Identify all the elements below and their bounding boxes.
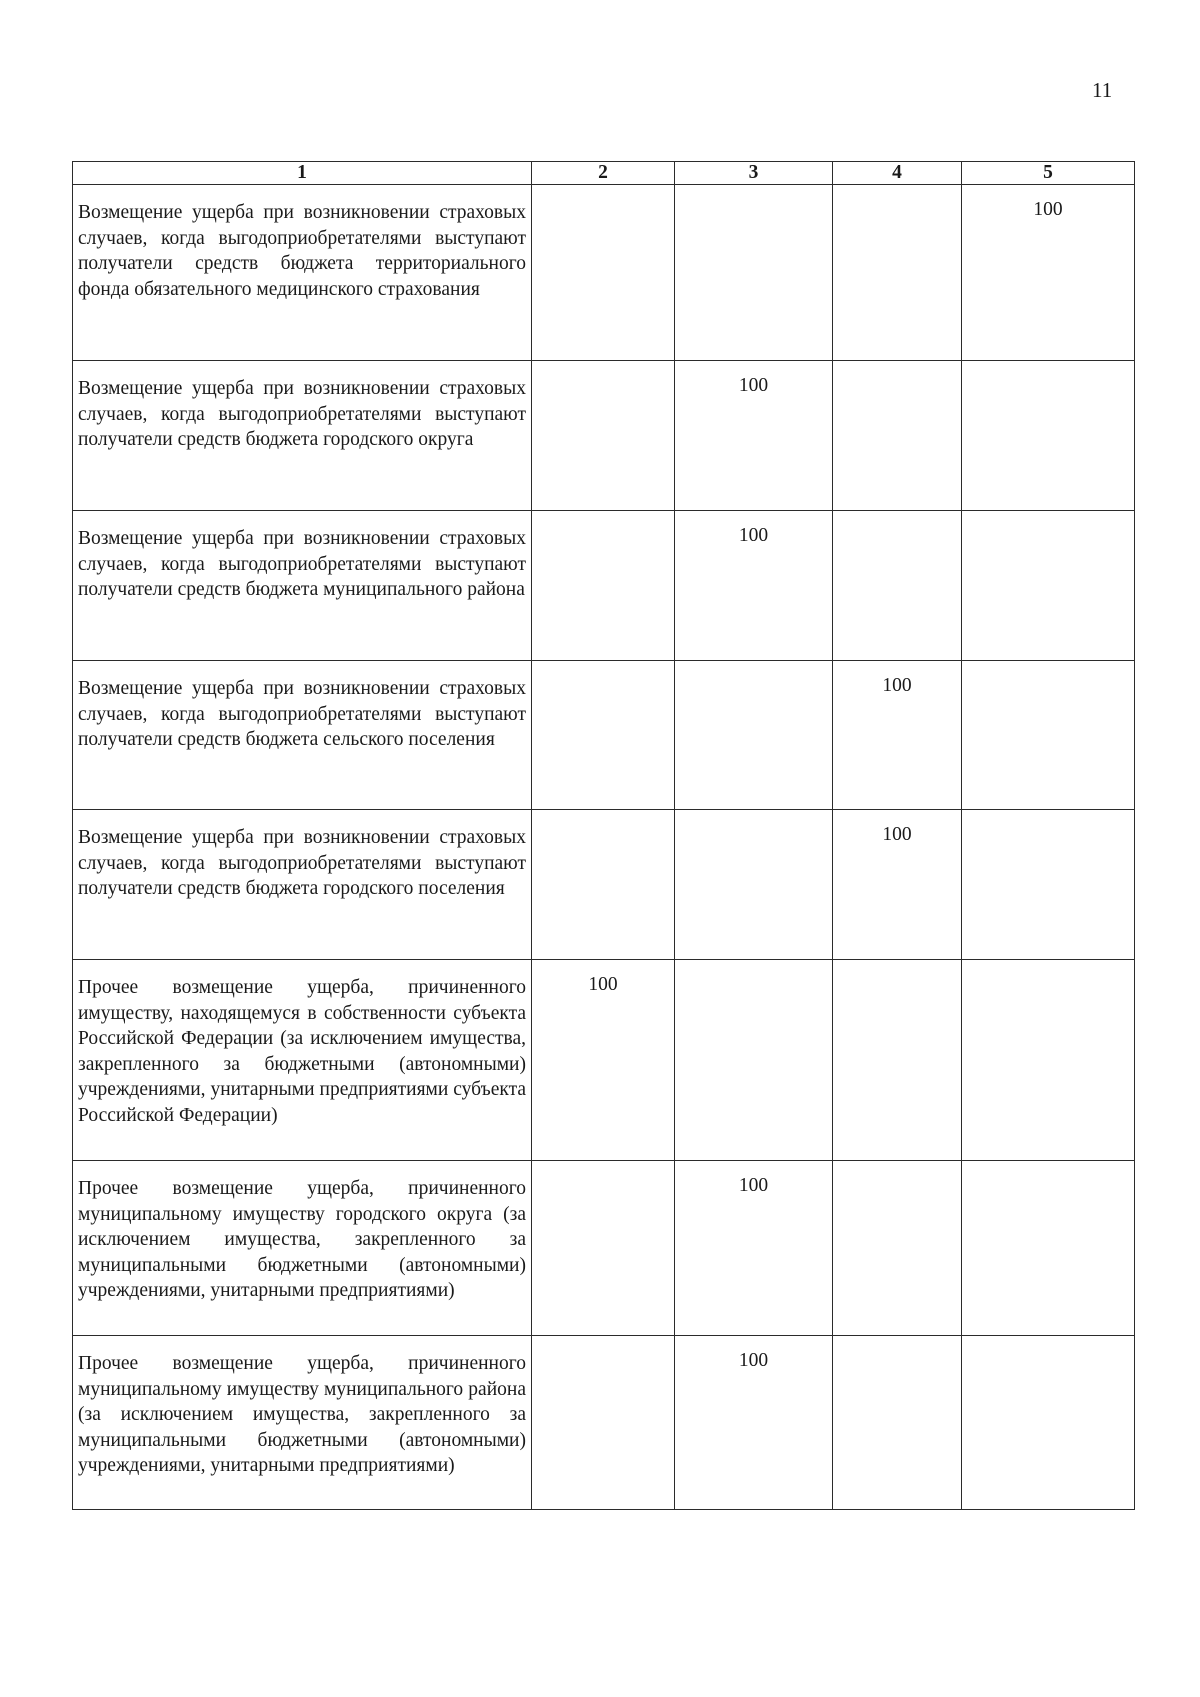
cell-col-2 bbox=[532, 361, 675, 511]
cell-col-3: 100 bbox=[675, 1336, 833, 1510]
row-description: Возмещение ущерба при возникновении страховых случаев, когда выгодоприобретателями выступают получатели средств бюджета сельского поселения bbox=[73, 661, 532, 810]
cell-col-3 bbox=[675, 661, 833, 810]
cell-col-5 bbox=[962, 1336, 1135, 1510]
cell-col-4 bbox=[833, 185, 962, 361]
cell-col-5 bbox=[962, 810, 1135, 960]
cell-col-4 bbox=[833, 511, 962, 661]
cell-col-2 bbox=[532, 185, 675, 361]
column-header-3: 3 bbox=[675, 162, 833, 185]
row-description: Прочее возмещение ущерба, причиненного муниципальному имуществу городского округа (за исключением имущества, закрепленного за муниципальными бюджетными (автономными) учреждениями, унитарными предприятиями) bbox=[73, 1161, 532, 1336]
table-row bbox=[73, 810, 1135, 960]
row-description: Возмещение ущерба при возникновении страховых случаев, когда выгодоприобретателями выступают получатели средств бюджета городского округа bbox=[73, 361, 532, 511]
cell-col-3: 100 bbox=[675, 361, 833, 511]
cell-col-2 bbox=[532, 511, 675, 661]
cell-col-3 bbox=[675, 810, 833, 960]
table-row bbox=[73, 661, 1135, 810]
table-row bbox=[73, 1336, 1135, 1510]
cell-col-4 bbox=[833, 960, 962, 1161]
cell-col-4: 100 bbox=[833, 810, 962, 960]
cell-col-2 bbox=[532, 1336, 675, 1510]
cell-col-2: 100 bbox=[532, 960, 675, 1161]
cell-col-3 bbox=[675, 185, 833, 361]
cell-col-4: 100 bbox=[833, 661, 962, 810]
row-description: Возмещение ущерба при возникновении страховых случаев, когда выгодоприобретателями выступают получатели средств бюджета муниципального района bbox=[73, 511, 532, 661]
cell-col-3 bbox=[675, 960, 833, 1161]
cell-col-5 bbox=[962, 661, 1135, 810]
column-header-4: 4 bbox=[833, 162, 962, 185]
cell-col-3: 100 bbox=[675, 1161, 833, 1336]
cell-col-5: 100 bbox=[962, 185, 1135, 361]
header-row bbox=[73, 162, 1135, 185]
row-description: Прочее возмещение ущерба, причиненного муниципальному имуществу муниципального района (за исключением имущества, закрепленного за муниципальными бюджетными (автономными) учреждениями, унитарными предприятиями) bbox=[73, 1336, 532, 1510]
table-row bbox=[73, 185, 1135, 361]
column-header-5: 5 bbox=[962, 162, 1135, 185]
row-description: Прочее возмещение ущерба, причиненного имуществу, находящемуся в собственности субъекта Российской Федерации (за исключением имущества, закрепленного за бюджетными (автономными) учреждениями, унитарными предприятиями субъекта Российской Федерации) bbox=[73, 960, 532, 1161]
cell-col-5 bbox=[962, 1161, 1135, 1336]
cell-col-5 bbox=[962, 960, 1135, 1161]
cell-col-5 bbox=[962, 361, 1135, 511]
column-header-1: 1 bbox=[73, 162, 532, 185]
cell-col-3: 100 bbox=[675, 511, 833, 661]
cell-col-4 bbox=[833, 1161, 962, 1336]
cell-col-5 bbox=[962, 511, 1135, 661]
cell-col-2 bbox=[532, 661, 675, 810]
row-description: Возмещение ущерба при возникновении страховых случаев, когда выгодоприобретателями выступают получатели средств бюджета территориального фонда обязательного медицинского страхования bbox=[73, 185, 532, 361]
distribution-table bbox=[72, 161, 1135, 1510]
cell-col-4 bbox=[833, 1336, 962, 1510]
row-description: Возмещение ущерба при возникновении страховых случаев, когда выгодоприобретателями выступают получатели средств бюджета городского поселения bbox=[73, 810, 532, 960]
cell-col-4 bbox=[833, 361, 962, 511]
cell-col-2 bbox=[532, 1161, 675, 1336]
cell-col-2 bbox=[532, 810, 675, 960]
table-row bbox=[73, 1161, 1135, 1336]
page-number: 11 bbox=[1092, 78, 1113, 102]
table-row bbox=[73, 361, 1135, 511]
table-row bbox=[73, 960, 1135, 1161]
table-row bbox=[73, 511, 1135, 661]
column-header-2: 2 bbox=[532, 162, 675, 185]
